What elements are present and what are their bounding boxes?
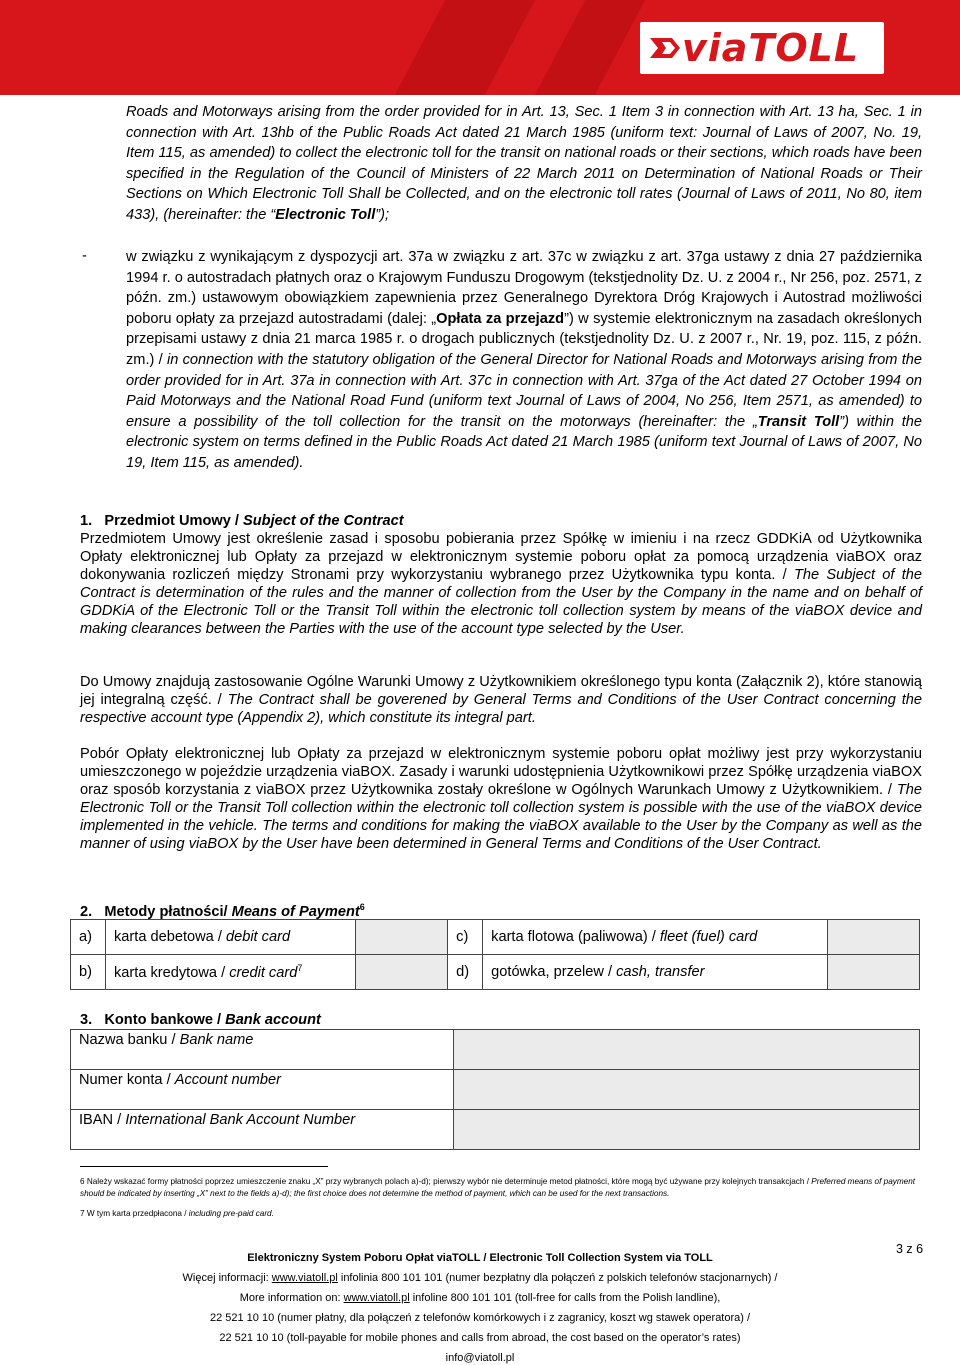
table-row <box>71 955 920 990</box>
section-1-paragraph: Pobór Opłaty elektronicznej lub Opłaty za przejazd w elektronicznym systemie poboru opłat możliwy jest przy wykorzystaniu umieszczonego w pojeździe urządzenia viaBOX. Zasady i warunki udostępnienia Użytkownikowi przez Spółkę urządzenia viaBOX oraz sposób korzystania z viaBOX przez Użytkownika zostały określone w Ogólnych Warunkach Umowy z Użytkownikiem. / The Electronic Toll or the Transit Toll collection within the electronic toll collection system is possible with the use of the viaBOX device implemented in the vehicle. The terms and conditions for making the viaBOX available to the User by the Company as well as the manner of using viaBOX by the User have been determined in General Terms and Conditions of the User Contract. <box>80 746 922 852</box>
option-letter: d) <box>448 955 483 990</box>
section-1-heading: 1. Przedmiot Umowy / Subject of the Contract <box>80 513 404 529</box>
table-row <box>71 1070 920 1110</box>
header-stripe <box>395 0 536 95</box>
footnote-7: 7 W tym karta przedpłacona / including pre-paid card. <box>80 1209 274 1218</box>
table-row <box>71 1030 920 1070</box>
logo-text: viaTOLL <box>682 26 860 70</box>
footer-phone-en: 22 521 10 10 (toll-payable for mobile phones and calls from abroad, the cost based on the operator’s rates) <box>219 1332 741 1344</box>
iban-field[interactable] <box>454 1110 920 1150</box>
intro-continuation: Roads and Motorways arising from the order provided for in Art. 13, Sec. 1 Item 3 in connection with Art. 13 ha, Sec. 1 in connection with Art. 13hb of the Public Roads Act dated 21 March 1985 (uniform text: Journal of Laws of 2007, No. 19, Item 115, as amended) to collect the electronic toll for the transit on national roads or their sections, which roads have been specified in the Regulation of the Council of Ministers of 22 March 2011 on Determination of National Roads or Their Sections on Which Electronic Toll Shall be Collected, and on the electronic toll rates (Journal of Laws of 2011, No 80, item 433), (hereinafter: the “Electronic Toll”); <box>126 104 922 223</box>
table-row <box>71 920 920 955</box>
option-label: gotówka, przelew / cash, transfer <box>483 955 828 990</box>
bullet-paragraph: w związku z wynikającym z dyspozycji art. 37a w związku z art. 37c w związku z art. 37ga ustawy z dnia 27 października 1994 r. o autostradach płatnych oraz o Krajowym Funduszu Drogowym (tekstjednolity Dz. U. z 2004 r., Nr 256, poz. 2571, z późn. zm.) ustawowym obowiązkiem zapewnienia przez Generalnego Dyrektora Dróg Krajowych i Autostrad możliwości poboru opłaty za przejazd autostradami (dalej: „Opłata za przejazd”) w systemie elektronicznym na zasadach określonych przepisami ustawy z dnia 21 marca 1985 r. o drogach publicznych (tekstjednolity Dz. U. z 2007 r., Nr. 19, poz. 115, z późn. zm.) / in connection with the statutory obligation of the General Director for National Roads and Motorways arising from the order provided for in Art. 37a in connection with Art. 37c in connection with Art. 37ga of the Act dated 27 October 1994 on Paid Motorways and the National Road Fund (uniform text Journal of Laws of 2004, No 256, Item 2571, as amended) to ensure a possibility of the toll collection for the transit on the motorways (hereinafter: the „Transit Toll”) within the electronic system on terms defined in the Public Roads Act dated 21 March 1985 (uniform text Journal of Laws of 2007, No 19, Item 115, as amended). <box>126 249 922 471</box>
option-letter: c) <box>448 920 483 955</box>
footer-info-en: More information on: www.viatoll.pl infoline 800 101 101 (toll-free for calls from the Polish landline), <box>239 1292 721 1304</box>
bank-name-label: Nazwa banku / Bank name <box>71 1030 454 1070</box>
footer-phone-pl: 22 521 10 10 (numer płatny, dla połączeń z telefonów komórkowych i z zagranicy, koszt wg stawek operatora) / <box>209 1312 751 1324</box>
option-letter: b) <box>71 955 106 990</box>
footnote-divider <box>80 1166 328 1167</box>
footer-email[interactable]: info@viatoll.pl <box>445 1352 515 1364</box>
bullet-dash: - <box>82 248 87 264</box>
header-banner <box>0 0 960 95</box>
website-link[interactable]: www.viatoll.pl <box>271 1272 338 1284</box>
viatoll-logo <box>640 22 884 74</box>
debit-card-checkbox[interactable] <box>356 920 448 955</box>
section-1-paragraph: Do Umowy znajdują zastosowanie Ogólne Warunki Umowy z Użytkownikiem określonego typu konta (Załącznik 2), które stanowią jej integralną część. / The Contract shall be goverened by General Terms and Conditions of the User Contract concerning the respective account type (Appendix 2), which constitute its integral part. <box>80 674 922 726</box>
footer-title: Elektroniczny System Poboru Opłat viaTOLL / Electronic Toll Collection System via TOLL <box>247 1252 713 1264</box>
bank-name-field[interactable] <box>454 1030 920 1070</box>
credit-card-checkbox[interactable] <box>356 955 448 990</box>
section-3-heading: 3. Konto bankowe / Bank account <box>80 1012 321 1028</box>
cash-transfer-checkbox[interactable] <box>828 955 920 990</box>
section-1-paragraph: Przedmiotem Umowy jest określenie zasad i sposobu pobierania przez Spółkę w imieniu i na rzecz GDDKiA od Użytkownika Opłaty elektronicznej lub Opłaty za przejazd w elektronicznym systemie poboru opłat za pomocą urządzenia viaBOX oraz dokonywania rozliczeń między Stronami przy wykorzystaniu wybranego przez Użytkownika typu konta. / The Subject of the Contract is determination of the rules and the manner of collection from the User by the Company in the name and on behalf of GDDKiA of the Electronic Toll or the Transit Toll within the electronic toll collection system by means of the viaBOX device and making clearances between the Parties with the use of the account type selected by the User. <box>80 531 922 637</box>
logo-swoosh-icon <box>650 34 686 62</box>
page-number: 3 z 6 <box>896 1242 924 1256</box>
footnote-6: 6 Należy wskazać formy płatności poprzez umieszczenie znaku „X” przy wybranych polach a)-d); pierwszy wybór nie determinuje metod płatności, które mogą być używane przy kolejnych transakcjach / Preferred means of payment should be indicated by inserting „X” next to the fields a)-d); the first choice does not determine the method of payment, which can be used for the next transactions. <box>80 1177 916 1198</box>
account-number-label: Numer konta / Account number <box>71 1070 454 1110</box>
website-link[interactable]: www.viatoll.pl <box>343 1292 410 1304</box>
fleet-card-checkbox[interactable] <box>828 920 920 955</box>
iban-label: IBAN / International Bank Account Number <box>71 1110 454 1150</box>
header-stripe <box>535 0 646 95</box>
option-letter: a) <box>71 920 106 955</box>
account-number-field[interactable] <box>454 1070 920 1110</box>
table-row <box>71 1110 920 1150</box>
option-label: karta kredytowa / credit card$^7$ <box>106 955 356 990</box>
section-2-heading: 2. Metody płatności/ Means of Payment$^6$ <box>80 902 365 920</box>
option-label: karta debetowa / debit card <box>106 920 356 955</box>
footer-info-pl: Więcej informacji: www.viatoll.pl infolinia 800 101 101 (numer bezpłatny dla połączeń z polskich telefonów stacjonarnych) / <box>182 1272 778 1284</box>
payment-methods-table <box>70 919 920 990</box>
bank-account-table <box>70 1029 920 1150</box>
option-label: karta flotowa (paliwowa) / fleet (fuel) card <box>483 920 828 955</box>
